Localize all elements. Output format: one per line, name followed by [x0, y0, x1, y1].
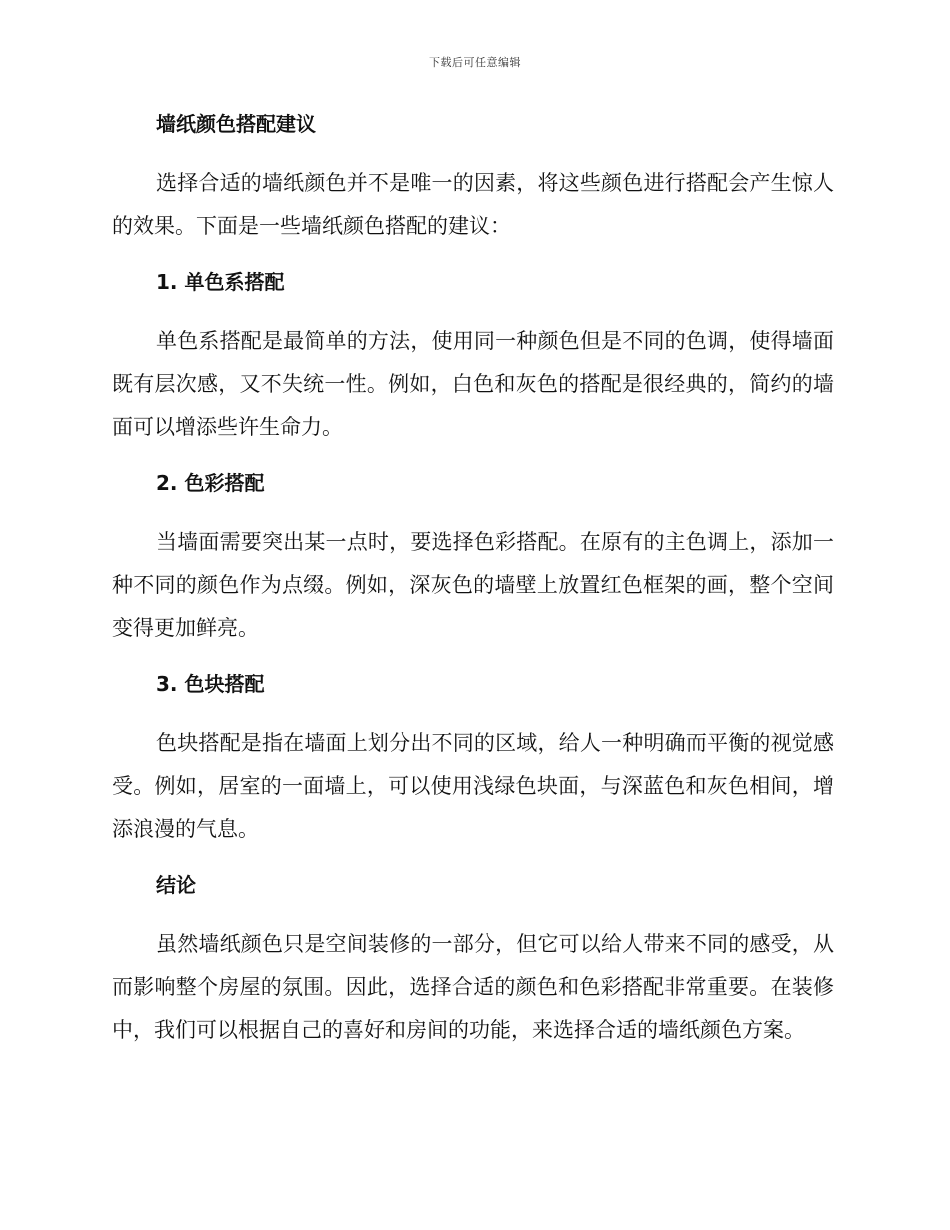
intro-paragraph: 选择合适的墙纸颜色并不是唯一的因素，将这些颜色进行搭配会产生惊人的效果。下面是一些墙纸颜色搭配的建议： — [112, 171, 834, 238]
section-body-3: 色块搭配是指在墙面上划分出不同的区域，给人一种明确而平衡的视觉感受。例如，居室的一面墙上，可以使用浅绿色块面，与深蓝色和灰色相间，增添浪漫的气息。 — [112, 731, 834, 841]
section-heading-2: 2. 色彩搭配 — [156, 471, 265, 495]
article-title: 墙纸颜色搭配建议 — [156, 112, 316, 136]
section-heading-3: 3. 色块搭配 — [156, 672, 265, 696]
section-body-2: 当墙面需要突出某一点时，要选择色彩搭配。在原有的主色调上，添加一种不同的颜色作为点缀。例如，深灰色的墙壁上放置红色框架的画，整个空间变得更加鲜亮。 — [112, 530, 834, 640]
conclusion-body: 虽然墙纸颜色只是空间装修的一部分，但它可以给人带来不同的感受，从而影响整个房屋的氛围。因此，选择合适的颜色和色彩搭配非常重要。在装修中，我们可以根据自己的喜好和房间的功能，来选择合适的墙纸颜色方案。 — [112, 932, 834, 1042]
header-note: 下载后可任意编辑 — [429, 56, 521, 69]
section-body-1: 单色系搭配是最简单的方法，使用同一种颜色但是不同的色调，使得墙面既有层次感，又不失统一性。例如，白色和灰色的搭配是很经典的，简约的墙面可以增添些许生命力。 — [112, 329, 834, 439]
section-heading-1: 1. 单色系搭配 — [156, 270, 285, 294]
article-content — [112, 110, 834, 1052]
conclusion-heading: 结论 — [156, 873, 196, 897]
